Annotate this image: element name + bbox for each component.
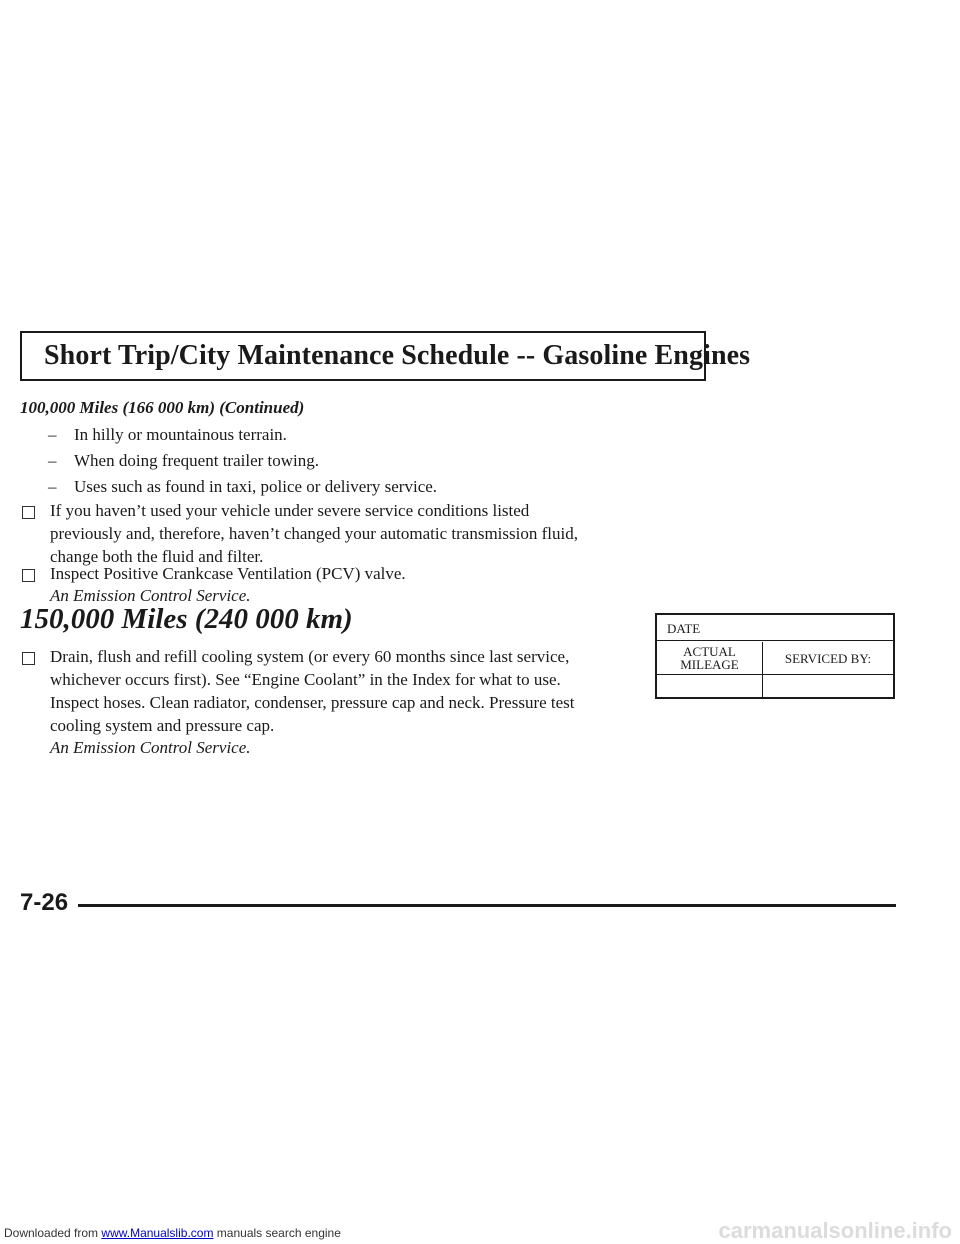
dash-glyph: –: [48, 477, 57, 496]
item2-note: An Emission Control Service.: [50, 586, 251, 605]
section150-line-1: Drain, flush and refill cooling system (or every 60 months since last service,: [50, 647, 570, 666]
section150-note: An Emission Control Service.: [50, 738, 251, 757]
section150-line-3: Inspect hoses. Clean radiator, condenser, pressure cap and neck. Pressure test: [50, 693, 575, 712]
date-label: DATE: [657, 615, 893, 641]
manualslib-link[interactable]: www.Manualslib.com: [101, 1226, 214, 1240]
actual-mileage-label: ACTUAL MILEAGE: [657, 642, 763, 674]
checkbox-icon: [22, 652, 35, 665]
service-record-table: [655, 613, 895, 699]
service-table-entry-row: [657, 675, 893, 697]
item2-text: Inspect Positive Crankcase Ventilation (PCV) valve.: [50, 564, 406, 583]
section150-line-2: whichever occurs first). See “Engine Coolant” in the Index for what to use.: [50, 670, 561, 689]
continued-heading: 100,000 Miles (166 000 km) (Continued): [20, 398, 305, 417]
dash-glyph: –: [48, 451, 57, 470]
section-150000-title: 150,000 Miles (240 000 km): [20, 603, 353, 635]
download-notice: Downloaded from www.Manualslib.com manuals search engine: [4, 1226, 341, 1240]
checkbox-icon: [22, 506, 35, 519]
serviced-by-label: SERVICED BY:: [784, 650, 872, 666]
site-watermark: carmanualsonline.info: [718, 1218, 952, 1243]
dash-glyph: –: [48, 425, 57, 444]
item1-line-1: If you haven’t used your vehicle under severe service conditions listed: [50, 501, 530, 520]
dash-item-1: – In hilly or mountainous terrain.: [48, 425, 287, 444]
item1-line-3: change both the fluid and filter.: [50, 547, 264, 566]
page-number: 7-26: [20, 889, 69, 916]
dash-item-3: – Uses such as found in taxi, police or delivery service.: [48, 477, 438, 496]
dash-item-2: – When doing frequent trailer towing.: [48, 451, 320, 470]
service-table-header-row: [657, 642, 893, 675]
section150-line-4: cooling system and pressure cap.: [50, 716, 275, 735]
mileage-entry-cell: [657, 675, 763, 697]
schedule-header-box: [20, 331, 751, 381]
footer-rule: [78, 904, 896, 907]
page-title: Short Trip/City Maintenance Schedule -- Gasoline Engines: [44, 340, 751, 371]
item1-line-2: previously and, therefore, haven’t changed your automatic transmission fluid,: [50, 524, 578, 543]
serviced-by-entry-cell: [763, 675, 893, 697]
checkbox-icon: [22, 569, 35, 582]
